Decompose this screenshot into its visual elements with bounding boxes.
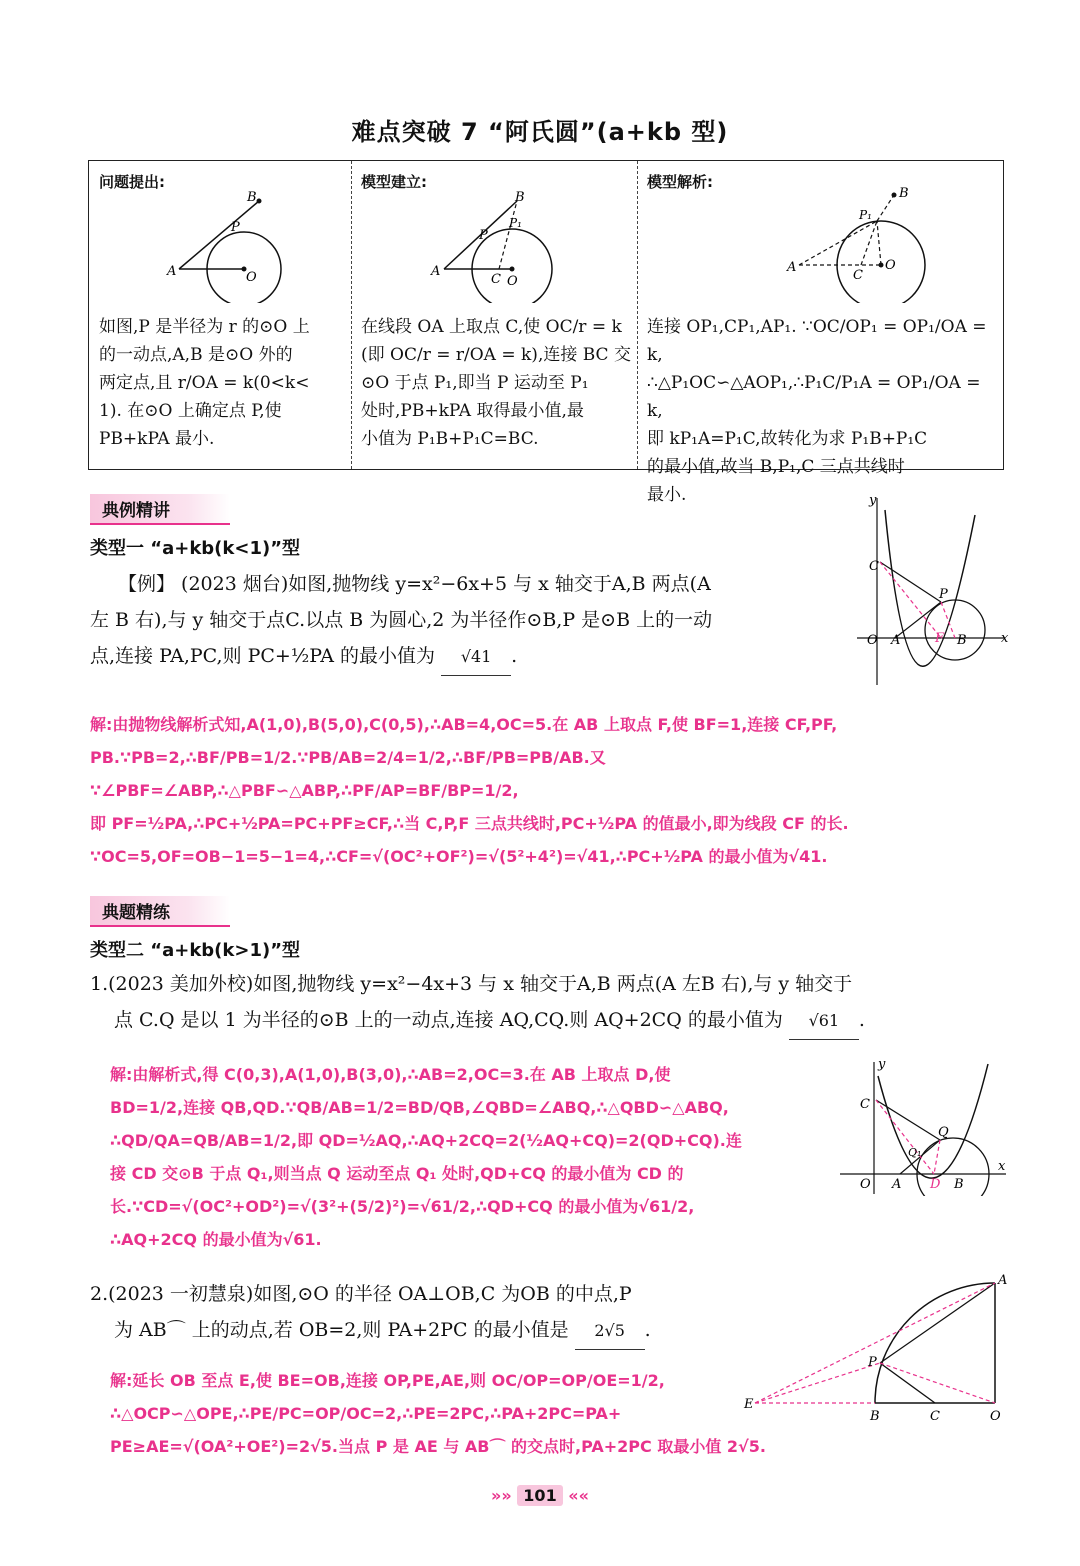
col1-heading: 问题提出: (99, 173, 165, 191)
svg-text:A: A (998, 1273, 1008, 1288)
svg-text:A: A (431, 264, 441, 279)
type2-heading: 类型二 “a+kb(k>1)”型 (90, 940, 301, 961)
q2-solution: 解:延长 OB 至点 E,使 BE=OB,连接 OP,PE,AE,则 OC/OP=OP/OE=1/2, ∴△OCP∽△OPE,∴PE/PC=OP/OC=2,∴PE=2PC,∴PA+2PC=PA+ PE≥AE=√(OA²+OE²)=2√5.当点 P 是 AE 与 AB⌒ 的交点时,PA+2PC 取最小值 2√5. (110, 1371, 766, 1456)
col3-heading: 模型解析: (647, 173, 713, 191)
svg-text:P: P (868, 1355, 877, 1370)
svg-text:y: y (869, 493, 877, 508)
svg-text:O: O (246, 270, 257, 285)
svg-text:O: O (990, 1409, 1001, 1424)
section-badge-examples: 典例精讲 (90, 494, 230, 525)
svg-text:E: E (744, 1397, 754, 1412)
svg-text:B: B (954, 1177, 964, 1192)
example-solution: 解:由抛物线解析式知,A(1,0),B(5,0),C(0,5),∴AB=4,OC=5.在 AB 上取点 F,使 BF=1,连接 CF,PF, PB.∵PB=2,∴BF/PB=1/2.∵PB/AB=2/4=1/2,∴BF/PB=PB/AB.又∵∠PBF=∠ABP,∴△PBF∽△ABP,∴PF/AP=BF/BP=1/2, 即 PF=½PA,∴PC+½PA=PC+PF≥CF,∴当 C,P,F 三点共线时,PC+½PA 的值最小,即为线段 CF 的长. ∵OC=5,OF=OB−1=5−1=4,∴CF=√(OC²+OF²)=√(5²+4²)=√41,∴PC+½PA 的最小值为√41. (90, 715, 849, 866)
svg-text:O: O (860, 1177, 871, 1192)
example-diagram (855, 490, 1015, 690)
svg-text:O: O (507, 274, 518, 289)
svg-text:O: O (885, 258, 896, 273)
svg-text:C: C (853, 268, 863, 283)
chevron-left-icon: «« (568, 1486, 589, 1505)
svg-text:C: C (491, 272, 501, 287)
svg-text:A: A (167, 264, 177, 279)
svg-text:P: P (231, 220, 240, 235)
col1-text: 如图,P 是半径为 r 的⊙O 上 的一动点,A,B 是⊙O 外的 两定点,且 r/OA = k(0<k< 1). 在⊙O 上确定点 P,使 PB+kPA 最小. (99, 317, 310, 449)
type1-heading: 类型一 “a+kb(k<1)”型 (90, 538, 301, 559)
question-1: 1.(2023 美加外校)如图,抛物线 y=x²−4x+3 与 x 轴交于A,B 两点(A 左B 右),与 y 轴交于 点 C.Q 是以 1 为半径的⊙B 上的一动点,连接 AQ,CQ.则 AQ+2CQ 的最小值为 √61 . (90, 966, 1010, 1040)
q1-answer: √61 (789, 1003, 859, 1040)
col3-diagram (749, 183, 989, 303)
question-2: 2.(2023 一初慧泉)如图,⊙O 的半径 OA⊥OB,C 为OB 的中点,P 为 AB⌒ 上的动点,若 OB=2,则 PA+2PC 的最小值是 2√5 . (90, 1276, 730, 1350)
svg-text:P: P (939, 587, 948, 602)
q1-solution: 解:由解析式,得 C(0,3),A(1,0),B(3,0),∴AB=2,OC=3.在 AB 上取点 D,使 BD=1/2,连接 QB,QD.∵QB/AB=1/2=BD/QB,∠QBD=∠ABQ,∴△QBD∽△ABQ, ∴QD/QA=QB/AB=1/2,即 QD=½AQ,∴AQ+2CQ=2(½AQ+CQ)=2(QD+CQ).连 接 CD 交⊙B 于点 Q₁,则当点 Q 运动至点 Q₁ 处时,QD+CQ 的最小值为 CD 的 长.∵CD=√(OC²+OD²)=√(3²+(5/2)²)=√61/2,∴QD+CQ 的最小值为√61/2, ∴AQ+2CQ 的最小值为√61. (110, 1065, 742, 1249)
svg-text:D: D (930, 1177, 941, 1192)
col2-diagram (429, 183, 629, 303)
svg-text:P: P (479, 228, 488, 243)
svg-text:O: O (867, 633, 878, 648)
model-table (88, 160, 1004, 505)
svg-text:B: B (247, 190, 257, 205)
svg-text:B: B (899, 186, 909, 201)
page-title: 难点突破 7 “阿氏圆”(a+kb 型) (351, 118, 729, 146)
col2-heading: 模型建立: (361, 173, 427, 191)
svg-text:B: B (515, 190, 525, 205)
example-problem: 【例】 (2023 烟台)如图,抛物线 y=x²−6x+5 与 x 轴交于A,B 两点(A 左 B 右),与 y 轴交于点C.以点 B 为圆心,2 为半径作⊙B,P 是⊙B 上的一动 点,连接 PA,PC,则 PC+½PA 的最小值为 √41 . (90, 566, 850, 676)
svg-text:A: A (892, 1177, 902, 1192)
col1-diagram (149, 183, 349, 303)
q1-diagram (838, 1056, 1010, 1196)
col3-text: 连接 OP₁,CP₁,AP₁. ∵OC/OP₁ = OP₁/OA = k, ∴△P₁OC∽△AOP₁,∴P₁C/P₁A = OP₁/OA = k, 即 kP₁A=P₁C,故转化为求 P₁B+P₁C 的最小值,故当 B,P₁,C 三点共线时 最小. (647, 317, 987, 505)
col2-text: 在线段 OA 上取点 C,使 OC/r = k (即 OC/r = r/OA = k),连接 BC 交 ⊙O 于点 P₁,即当 P 运动至 P₁ 处时,PB+kPA 取得最小值,最 小值为 P₁B+P₁C=BC. (361, 317, 631, 449)
svg-text:F: F (935, 631, 945, 646)
svg-text:P₁: P₁ (859, 208, 872, 222)
svg-text:x: x (1001, 631, 1009, 646)
svg-text:Q₁: Q₁ (908, 1146, 922, 1159)
svg-text:A: A (787, 260, 797, 275)
chevron-right-icon: »» (491, 1486, 512, 1505)
q2-answer: 2√5 (575, 1313, 645, 1350)
column-divider (637, 161, 638, 469)
svg-text:x: x (998, 1159, 1006, 1174)
svg-text:B: B (957, 633, 967, 648)
svg-text:A: A (891, 633, 901, 648)
svg-text:C: C (869, 559, 879, 574)
svg-text:y: y (878, 1057, 886, 1072)
svg-text:C: C (930, 1409, 940, 1424)
svg-text:B: B (870, 1409, 880, 1424)
page-number: »» 101 «« (491, 1486, 589, 1505)
section-badge-practice: 典题精练 (90, 896, 230, 927)
column-divider (351, 161, 352, 469)
q2-diagram (740, 1268, 1010, 1428)
svg-text:Q: Q (938, 1125, 949, 1140)
svg-text:P₁: P₁ (509, 216, 522, 230)
svg-text:C: C (860, 1097, 870, 1112)
example-answer: √41 (441, 639, 511, 676)
